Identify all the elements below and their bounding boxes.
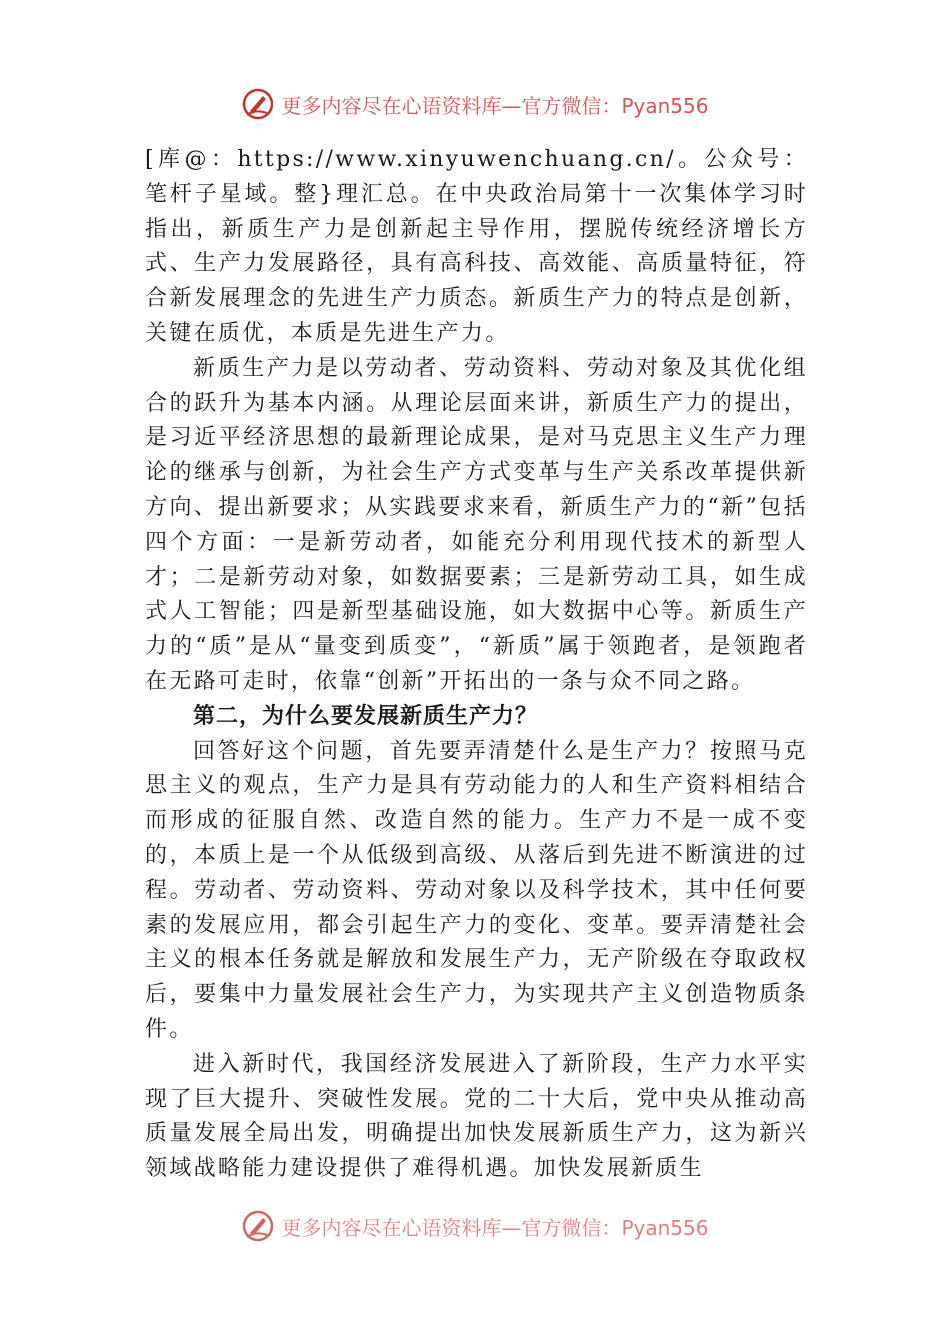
paragraph: 进入新时代，我国经济发展进入了新阶段，生产力水平实现了巨大提升、突破性发展。党的二十大后，党中央从推动高质量发展全局出发，明确提出加快发展新质生产力，这为新兴领域战略能力建设提供了难得机遇。加快发展新质生: [145, 1051, 808, 1182]
paragraph: 回答好这个问题，首先要弄清楚什么是生产力？按照马克思主义的观点，生产力是具有劳动能力的人和生产资料相结合而形成的征服自然、改造自然的能力。生产力不是一成不变的，本质上是一个从低级到高级、从落后到先进不断演进的过程。劳动者、劳动资料、劳动对象以及科学技术，其中任何要素的发展应用，都会引起生产力的变化、变革。要弄清楚社会主义的根本任务就是解放和发展生产力，无产阶级在夺取政权后，要集中力量发展社会生产力，为实现共产主义创造物质条件。: [145, 738, 808, 1042]
paragraph: [库@：https://www.xinyuwenchuang.cn/。公众号：笔杆子星域。整}理汇总。在中央政治局第十一次集体学习时指出，新质生产力是创新起主导作用，摆脱传统经济增长方式、生产力发展路径，具有高科技、高效能、高质量特征，符合新发展理念的先进生产力质态。新质生产力的特点是创新，关键在质优，本质是先进生产力。: [145, 147, 808, 346]
watermark-text: 更多内容尽在心语资料库—官方微信：Pyan556: [281, 1215, 709, 1240]
pen-logo-icon: [241, 87, 275, 121]
footer-watermark: [0, 1206, 950, 1246]
document-body: [145, 143, 808, 1187]
pen-logo-icon: [241, 1209, 275, 1243]
header-watermark: [0, 84, 950, 124]
section-heading: 第二，为什么要发展新质生产力？: [193, 703, 539, 729]
paragraph: 新质生产力是以劳动者、劳动资料、劳动对象及其优化组合的跃升为基本内涵。从理论层面来讲，新质生产力的提出，是习近平经济思想的最新理论成果，是对马克思主义生产力理论的继承与创新，为社会生产方式变革与生产关系改革提供新方向、提出新要求；从实践要求来看，新质生产力的“新”包括四个方面：一是新劳动者，如能充分利用现代技术的新型人才；二是新劳动对象，如数据要素；三是新劳动工具，如生成式人工智能；四是新型基础设施，如大数据中心等。新质生产力的“质”是从“量变到质变”，“新质”属于领跑者，是领跑者在无路可走时，依靠“创新”开拓出的一条与众不同之路。: [145, 355, 808, 694]
watermark-text: 更多内容尽在心语资料库—官方微信：Pyan556: [281, 93, 709, 118]
